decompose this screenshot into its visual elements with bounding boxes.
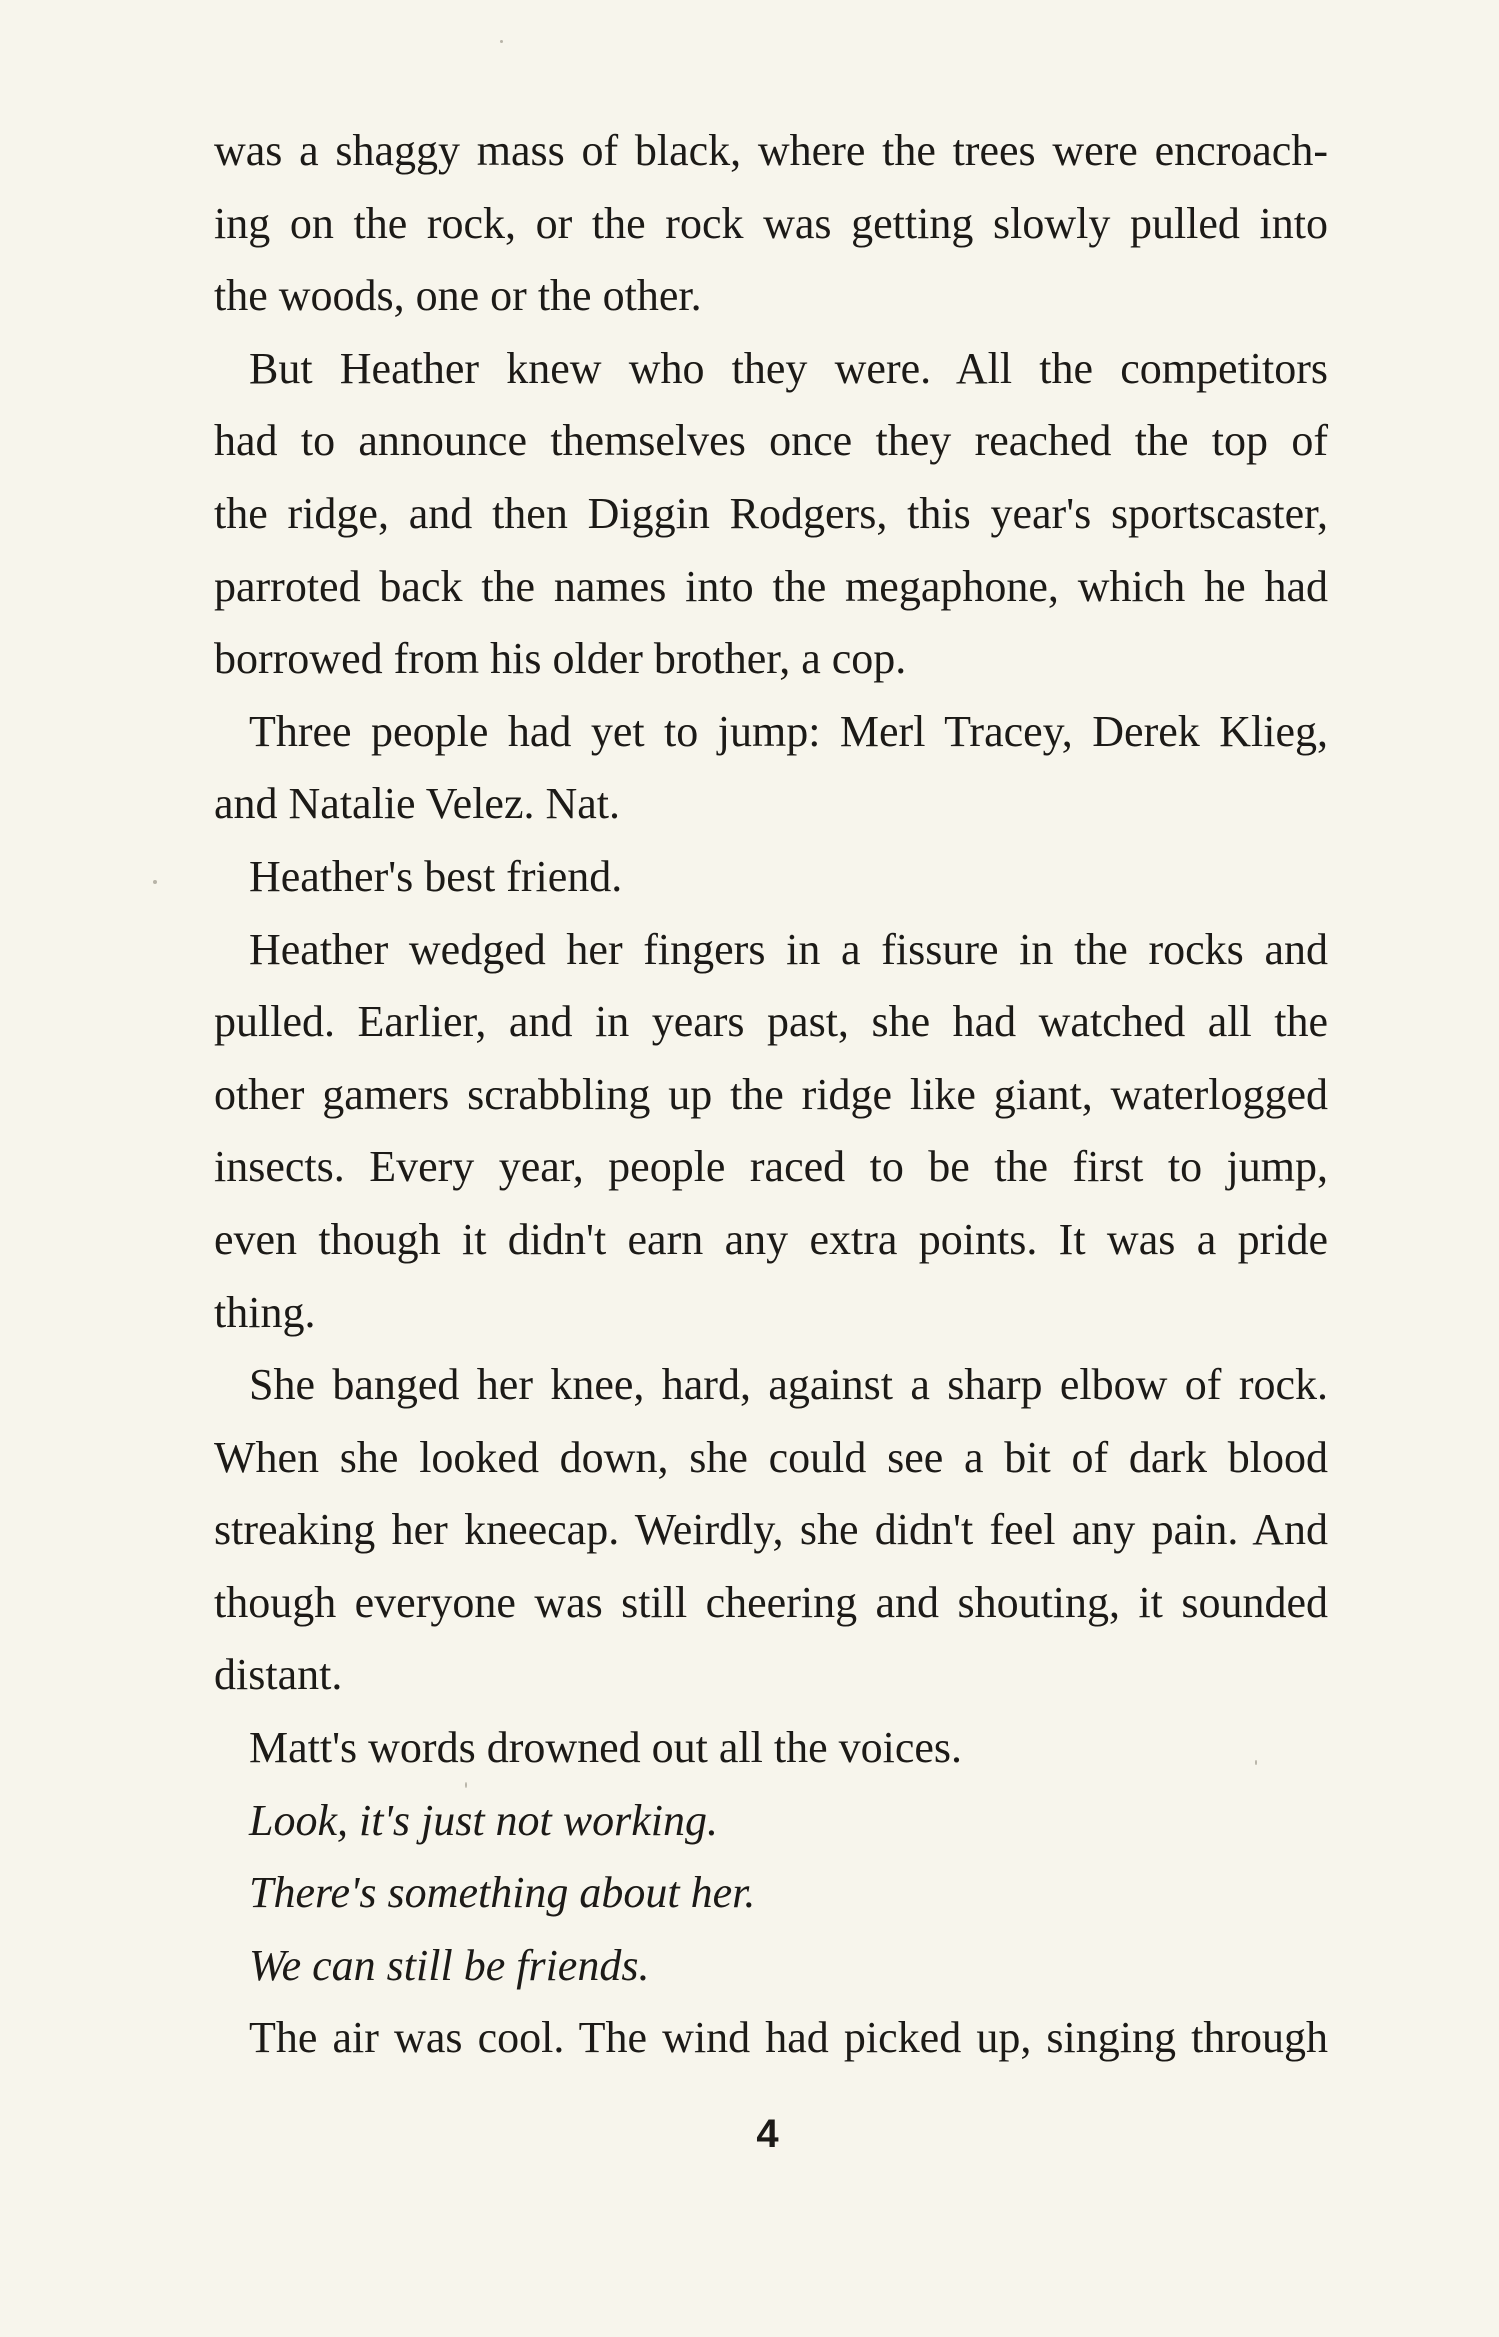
italic-text-line: Look, it's just not working. bbox=[249, 1795, 719, 1845]
text-line: streaking her kneecap. Weirdly, she didn't feel any pain. And bbox=[214, 1505, 1328, 1555]
text-line: the woods, one or the other. bbox=[214, 271, 702, 321]
text-line: When she looked down, she could see a bit of dark blood bbox=[214, 1432, 1328, 1482]
text-line: Heather wedged her fingers in a fissure in the rocks and bbox=[249, 924, 1328, 974]
italic-text-line: We can still be friends. bbox=[249, 1940, 650, 1990]
body-text bbox=[214, 115, 1328, 2075]
text-line: other gamers scrabbling up the ridge like giant, waterlogged bbox=[214, 1069, 1328, 1119]
text-line: distant. bbox=[214, 1650, 343, 1700]
text-line: had to announce themselves once they reached the top of bbox=[214, 416, 1328, 466]
text-line: The air was cool. The wind had picked up, singing through bbox=[249, 2013, 1328, 2063]
text-line: was a shaggy mass of black, where the trees were encroach- bbox=[214, 126, 1328, 175]
text-line: even though it didn't earn any extra points. It was a pride bbox=[214, 1214, 1328, 1264]
text-line: ing on the rock, or the rock was getting slowly pulled into bbox=[214, 198, 1328, 248]
page-number: 4 bbox=[756, 2112, 779, 2156]
text-line: the ridge, and then Diggin Rodgers, this year's sportscaster, bbox=[214, 488, 1328, 538]
text-line: Matt's words drowned out all the voices. bbox=[249, 1723, 963, 1773]
paper-speck bbox=[1255, 1760, 1257, 1765]
text-line: pulled. Earlier, and in years past, she had watched all the bbox=[214, 997, 1328, 1047]
text-line: Three people had yet to jump: Merl Tracey, Derek Klieg, bbox=[249, 706, 1328, 756]
text-line: insects. Every year, people raced to be the first to jump, bbox=[214, 1142, 1328, 1192]
text-line: Heather's best friend. bbox=[249, 851, 623, 901]
paper-speck bbox=[500, 40, 503, 43]
text-line: though everyone was still cheering and shouting, it sounded bbox=[214, 1577, 1328, 1627]
text-line: parroted back the names into the megaphone, which he had bbox=[214, 561, 1328, 611]
paper-speck bbox=[153, 880, 157, 884]
text-line: borrowed from his older brother, a cop. bbox=[214, 634, 907, 684]
italic-text-line: There's something about her. bbox=[249, 1868, 756, 1918]
text-line: and Natalie Velez. Nat. bbox=[214, 779, 621, 829]
text-line: thing. bbox=[214, 1287, 316, 1337]
text-line: But Heather knew who they were. All the competitors bbox=[249, 343, 1328, 393]
paper-speck bbox=[465, 1782, 467, 1788]
text-line: She banged her knee, hard, against a sharp elbow of rock. bbox=[249, 1360, 1328, 1410]
